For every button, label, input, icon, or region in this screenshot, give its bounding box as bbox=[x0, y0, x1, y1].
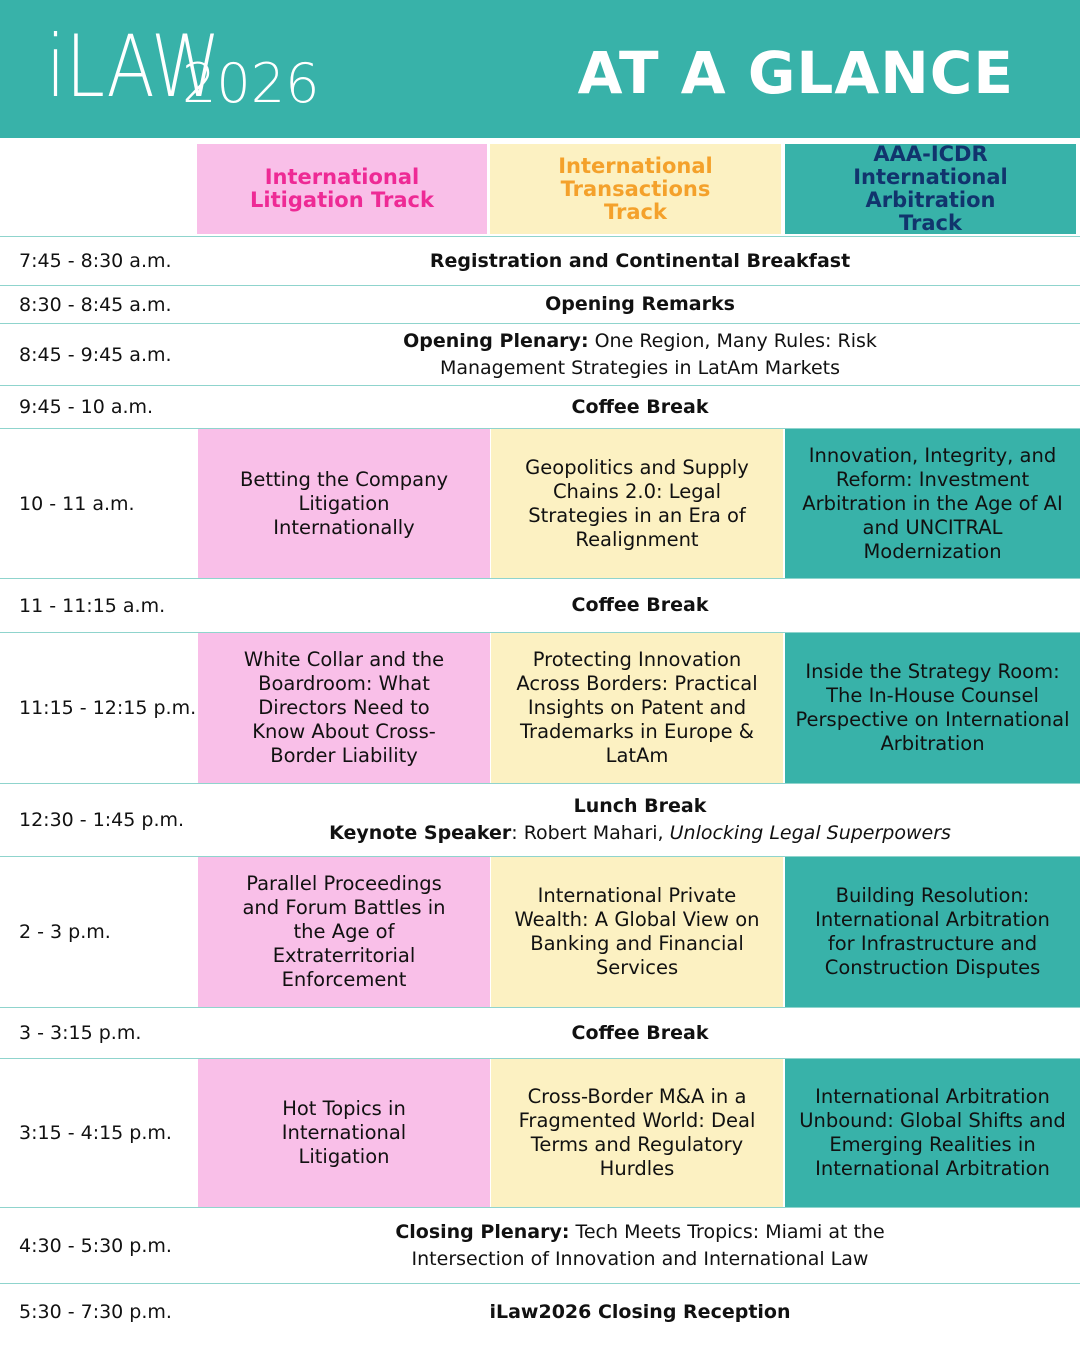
session-title: Registration and Continental Breakfast bbox=[429, 249, 851, 272]
schedule-row bbox=[0, 1208, 1080, 1283]
schedule-row bbox=[0, 429, 1080, 578]
track-header-transactions bbox=[490, 144, 781, 234]
session-transactions bbox=[491, 1059, 783, 1207]
time-label: 5:30 - 7:30 p.m. bbox=[19, 1301, 172, 1323]
session-arbitration bbox=[785, 633, 1080, 783]
time-label: 12:30 - 1:45 p.m. bbox=[19, 809, 185, 831]
ilaw-logo bbox=[46, 17, 320, 117]
time-label: 8:45 - 9:45 a.m. bbox=[19, 343, 172, 366]
session-title: Coffee Break bbox=[571, 1021, 709, 1044]
schedule-row bbox=[0, 1008, 1080, 1058]
keynote-line bbox=[329, 820, 951, 847]
track-header-litigation bbox=[197, 144, 487, 234]
time-label: 11 - 11:15 a.m. bbox=[19, 594, 166, 617]
schedule-row bbox=[0, 1059, 1080, 1207]
session-title: Coffee Break bbox=[571, 594, 709, 616]
schedule-row bbox=[0, 386, 1080, 428]
schedule-row bbox=[0, 633, 1080, 783]
schedule-row bbox=[0, 857, 1080, 1007]
schedule-row bbox=[0, 237, 1080, 285]
session-litigation bbox=[198, 857, 490, 1007]
session-text: Hot Topics in International Litigation bbox=[281, 1097, 407, 1168]
session-text: Cross-Border M&A in a Fragmented World: Deal Terms and Regulatory Hurdles bbox=[518, 1085, 756, 1180]
session-text: International Private Wealth: A Global View on Banking and Financial Services bbox=[514, 884, 760, 979]
time-label: 4:30 - 5:30 p.m. bbox=[19, 1234, 172, 1257]
session-litigation bbox=[198, 429, 490, 578]
plenary-label: Closing Plenary: bbox=[395, 1220, 570, 1243]
session-text: Betting the Company Litigation Internationally bbox=[240, 467, 448, 539]
session-title: Lunch Break bbox=[573, 795, 707, 817]
track-header-arbitration bbox=[785, 144, 1076, 234]
session-text: International Arbitration Unbound: Global Shifts and Emerging Realities in International Arbitration bbox=[799, 1085, 1066, 1180]
lunch-keynote bbox=[200, 784, 1080, 856]
time-label: 9:45 - 10 a.m. bbox=[19, 396, 154, 418]
time-label: 3 - 3:15 p.m. bbox=[19, 1022, 142, 1044]
track-label: International Transactions Track bbox=[558, 153, 713, 224]
session-title: Coffee Break bbox=[571, 395, 709, 418]
session-transactions bbox=[491, 857, 783, 1007]
session-title: iLaw2026 Closing Reception bbox=[489, 1300, 791, 1323]
session-arbitration bbox=[785, 1059, 1080, 1207]
keynote-label: Keynote Speaker bbox=[329, 822, 512, 844]
keynote-talk: Unlocking Legal Superpowers bbox=[669, 822, 951, 844]
time-label: 3:15 - 4:15 p.m. bbox=[19, 1122, 172, 1144]
header-banner bbox=[0, 0, 1080, 138]
session-text: White Collar and the Boardroom: What Directors Need to Know About Cross-Border Liability bbox=[243, 648, 445, 767]
session-arbitration bbox=[785, 429, 1080, 578]
session-arbitration bbox=[785, 857, 1080, 1007]
session-text: Geopolitics and Supply Chains 2.0: Legal Strategies in an Era of Realignment bbox=[525, 455, 749, 551]
session-litigation bbox=[198, 1059, 490, 1207]
session-text: Protecting Innovation Across Borders: Practical Insights on Patent and Trademarks in Europe & LatAm bbox=[516, 648, 758, 767]
track-label: AAA-ICDR International Arbitration Track bbox=[853, 142, 1008, 235]
schedule-row bbox=[0, 286, 1080, 323]
plenary-label: Opening Plenary: bbox=[403, 329, 589, 352]
logo-year: 2026 bbox=[182, 52, 320, 115]
time-label: 11:15 - 12:15 p.m. bbox=[19, 697, 197, 719]
schedule-row bbox=[0, 579, 1080, 632]
plenary-text: Tech Meets Tropics: Miami at the Intersection of Innovation and International Law bbox=[411, 1220, 885, 1270]
session-litigation bbox=[198, 633, 490, 783]
session-text: Building Resolution: International Arbitration for Infrastructure and Construction Disputes bbox=[815, 884, 1050, 979]
time-label: 7:45 - 8:30 a.m. bbox=[19, 250, 172, 272]
schedule-row bbox=[0, 1284, 1080, 1340]
logo-main: iLAW bbox=[46, 17, 221, 117]
page-title: AT A GLANCE bbox=[577, 39, 1014, 107]
session-title: Opening Remarks bbox=[545, 293, 735, 315]
time-label: 10 - 11 a.m. bbox=[19, 492, 135, 515]
time-label: 2 - 3 p.m. bbox=[19, 921, 111, 943]
plenary-text: One Region, Many Rules: Risk Management Strategies in LatAm Markets bbox=[439, 329, 877, 379]
time-label: 8:30 - 8:45 a.m. bbox=[19, 293, 172, 316]
schedule-row bbox=[0, 784, 1080, 856]
session-transactions bbox=[491, 633, 783, 783]
session-transactions bbox=[491, 429, 783, 578]
session-text: Parallel Proceedings and Forum Battles in the Age of Extraterritorial Enforcement bbox=[242, 872, 446, 991]
closing-plenary bbox=[200, 1208, 1080, 1283]
keynote-speaker: : Robert Mahari, bbox=[511, 822, 670, 844]
session-text: Inside the Strategy Room: The In-House Counsel Perspective on International Arbitration bbox=[795, 660, 1070, 755]
schedule-row bbox=[0, 324, 1080, 385]
opening-plenary bbox=[200, 324, 1080, 385]
session-text: Innovation, Integrity, and Reform: Investment Arbitration in the Age of AI and UNCITRAL Modernization bbox=[802, 443, 1063, 563]
track-label: International Litigation Track bbox=[250, 165, 434, 212]
